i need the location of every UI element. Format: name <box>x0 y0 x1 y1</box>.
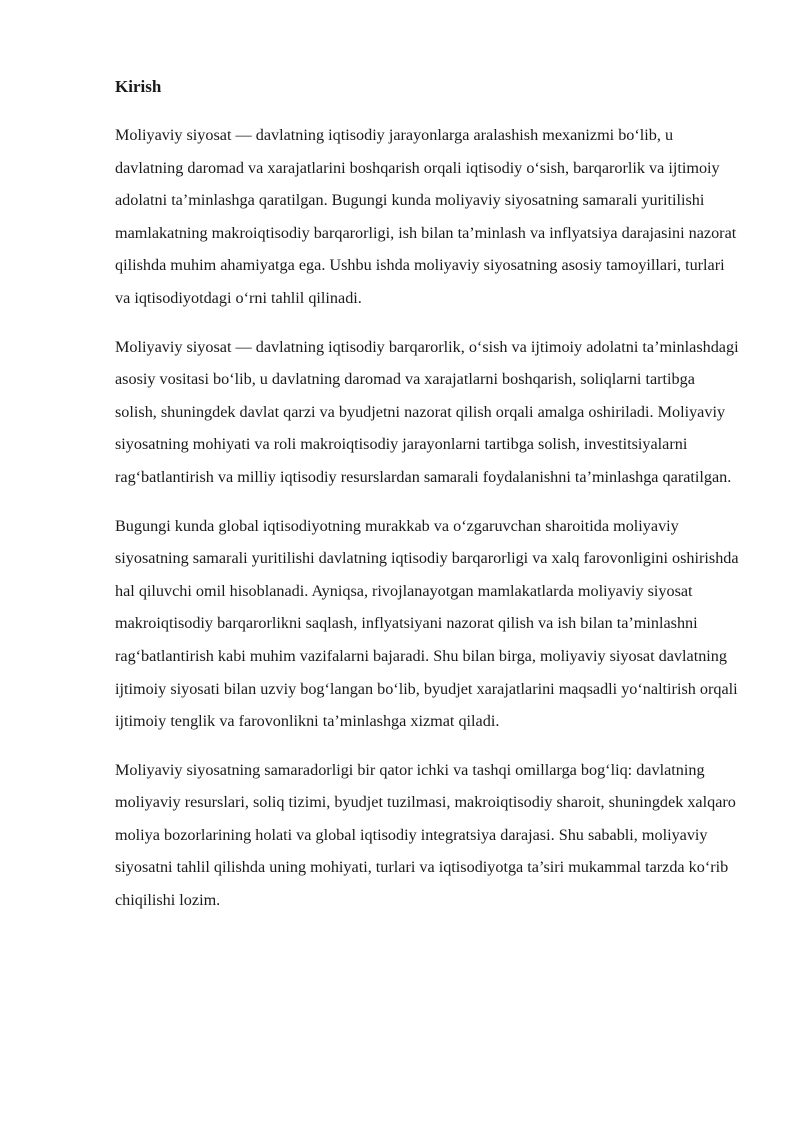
paragraph-3: Bugungi kunda global iqtisodiyotning murakkab va o‘zgaruvchan sharoitida moliyaviy siyosatning samarali yuritilishi davlatning iqtisodiy barqarorligi va xalq farovonligini oshirishda hal qiluvchi omil hisoblanadi. Ayniqsa, rivojlanayotgan mamlakatlarda moliyaviy siyosat makroiqtisodiy barqarorlikni saqlash, inflyatsiyani nazorat qilish va ish bilan ta’minlashni rag‘batlantirish kabi muhim vazifalarni bajaradi. Shu bilan birga, moliyaviy siyosat davlatning ijtimoiy siyosati bilan uzviy bog‘langan bo‘lib, byudjet xarajatlarini maqsadli yo‘naltirish orqali ijtimoiy tenglik va farovonlikni ta’minlashga xizmat qiladi. <box>115 516 739 731</box>
section-heading: Kirish <box>115 77 162 96</box>
paragraph-1: Moliyaviy siyosat — davlatning iqtisodiy jarayonlarga aralashish mexanizmi bo‘lib, u davlatning daromad va xarajatlarini boshqarish orqali iqtisodiy o‘sish, barqarorlik va ijtimoiy adolatni ta’minlashga qaratilgan. Bugungi kunda moliyaviy siyosatning samarali yuritilishi mamlakatning makroiqtisodiy barqarorligi, ish bilan ta’minlash va inflyatsiya darajasini nazorat qilishda muhim ahamiyatga ega. Ushbu ishda moliyaviy siyosatning asosiy tamoyillari, turlari va iqtisodiyotdagi o‘rni tahlil qilinadi. <box>115 126 737 307</box>
paragraph-4: Moliyaviy siyosatning samaradorligi bir qator ichki va tashqi omillarga bog‘liq: davlatning moliyaviy resurslari, soliq tizimi, byudjet tuzilmasi, makroiqtisodiy sharoit, shuningdek xalqaro moliya bozorlarining holati va global iqtisodiy integratsiya darajasi. Shu sababli, moliyaviy siyosatni tahlil qilishda uning mohiyati, turlari va iqtisodiyotga ta’siri mukammal tarzda ko‘rib chiqilishi lozim. <box>115 760 736 910</box>
document-page <box>115 74 740 933</box>
paragraph-2: Moliyaviy siyosat — davlatning iqtisodiy barqarorlik, o‘sish va ijtimoiy adolatni ta’minlashdagi asosiy vositasi bo‘lib, u davlatning daromad va xarajatlarni boshqarish, soliqlarni tartibga solish, shuningdek davlat qarzi va byudjetni nazorat qilish orqali amalga oshiriladi. Moliyaviy siyosatning mohiyati va roli makroiqtisodiy jarayonlarni tartibga solish, investitsiyalarni rag‘batlantirish va milliy iqtisodiy resurslardan samarali foydalanishni ta’minlashga qaratilgan. <box>115 337 739 486</box>
